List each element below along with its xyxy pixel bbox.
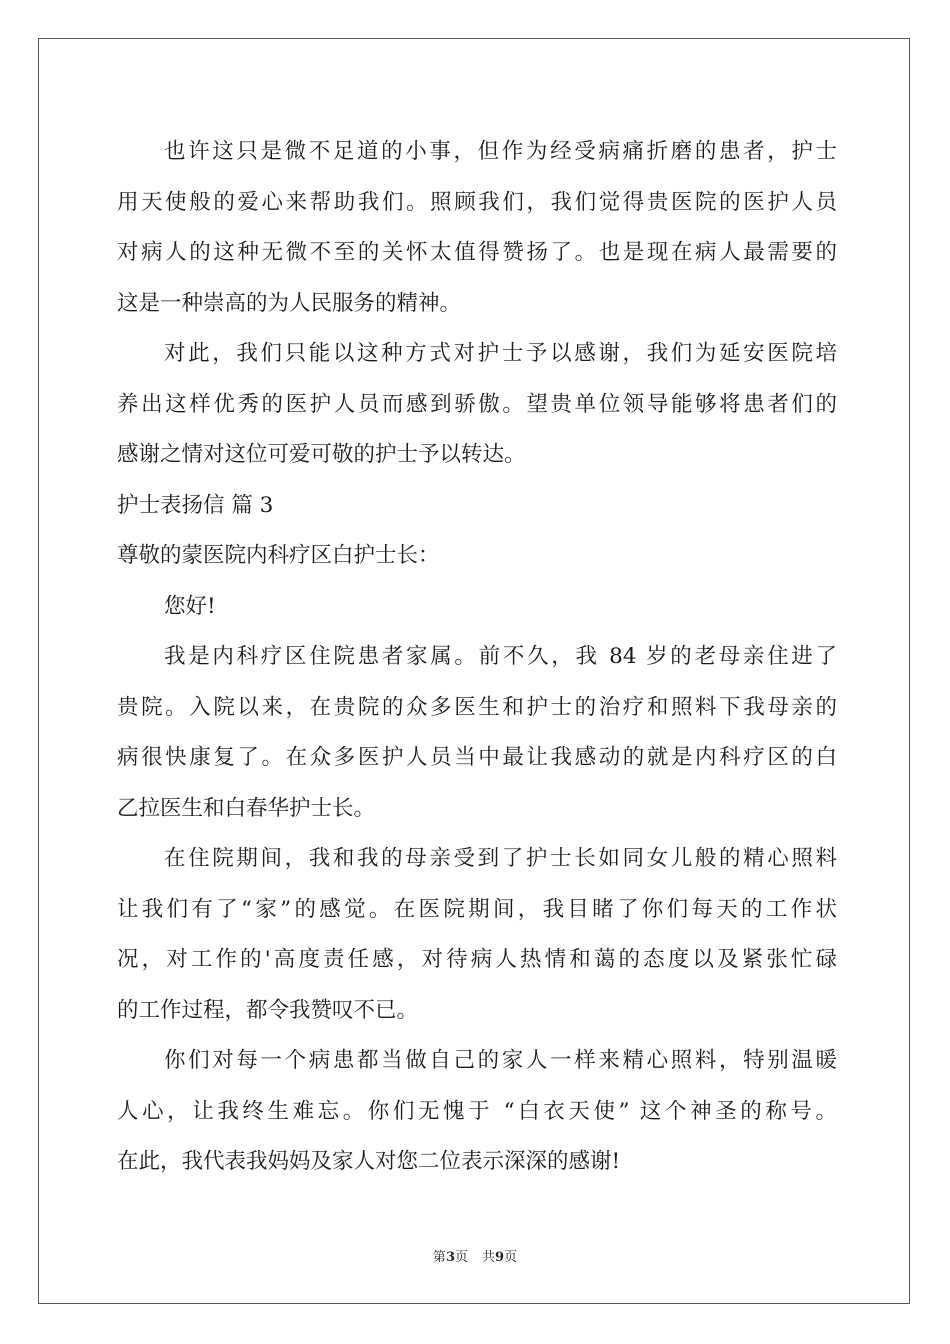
page-suffix: 页 [454, 1250, 468, 1265]
paragraph-line: 让我们有了“家”的感觉。在医院期间，我目睹了你们每天的工作状 [117, 896, 837, 922]
paragraph-line: 乙拉医生和白春华护士长。 [117, 795, 376, 821]
page-footer [0, 1246, 950, 1265]
paragraph-line: 感谢之情对这位可爱可敬的护士予以转达。 [117, 442, 526, 467]
page-current: 3 [445, 1250, 455, 1265]
paragraph-line: 养出这样优秀的医护人员而感到骄傲。望贵单位领导能够将患者们的 [117, 391, 837, 417]
paragraph-line: 病很快康复了。在众多医护人员当中最让我感动的就是内科疗区的白 [117, 745, 837, 770]
paragraph-line: 况，对工作的'高度责任感，对待病人热情和蔼的态度以及紧张忙碌 [117, 947, 837, 972]
page-prefix: 第 [432, 1250, 446, 1265]
salutation: 尊敬的蒙医院内科疗区白护士长： [117, 543, 440, 568]
section-heading: 护士表扬信 篇 3 [117, 492, 274, 518]
total-pages: 9 [495, 1250, 505, 1265]
total-prefix: 共 [482, 1250, 496, 1265]
paragraph-line: 也许这只是微不足道的小事，但作为经受病痛折磨的患者，护士 [164, 139, 837, 164]
paragraph-line: 人心，让我终生难忘。你们无愧于 “白衣天使” 这个神圣的称号。 [117, 1098, 837, 1124]
paragraph-line: 在住院期间，我和我的母亲受到了护士长如同女儿般的精心照料 [164, 846, 837, 871]
paragraph-line: 你们对每一个病患都当做自己的家人一样来精心照料，特别温暖 [164, 1048, 837, 1073]
paragraph-line: 对此，我们只能以这种方式对护士予以感谢，我们为延安医院培 [164, 341, 837, 366]
paragraph-line: 我是内科疗区住院患者家属。前不久，我 84 岁的老母亲住进了 [164, 644, 837, 669]
greeting: 您好! [164, 593, 216, 619]
paragraph-line: 在此，我代表我妈妈及家人对您二位表示深深的感谢! [117, 1149, 621, 1174]
paragraph-line: 这是一种崇高的为人民服务的精神。 [117, 290, 462, 316]
paragraph-line: 用天使般的爱心来帮助我们。照顾我们，我们觉得贵医院的医护人员 [117, 189, 837, 215]
document-body [117, 127, 837, 1188]
paragraph-line: 对病人的这种无微不至的关怀太值得赞扬了。也是现在病人最需要的 [117, 240, 837, 265]
total-suffix: 页 [504, 1250, 518, 1265]
paragraph-line: 的工作过程，都令我赞叹不已。 [117, 997, 419, 1023]
paragraph-line: 贵院。入院以来，在贵院的众多医生和护士的治疗和照料下我母亲的 [117, 694, 837, 720]
